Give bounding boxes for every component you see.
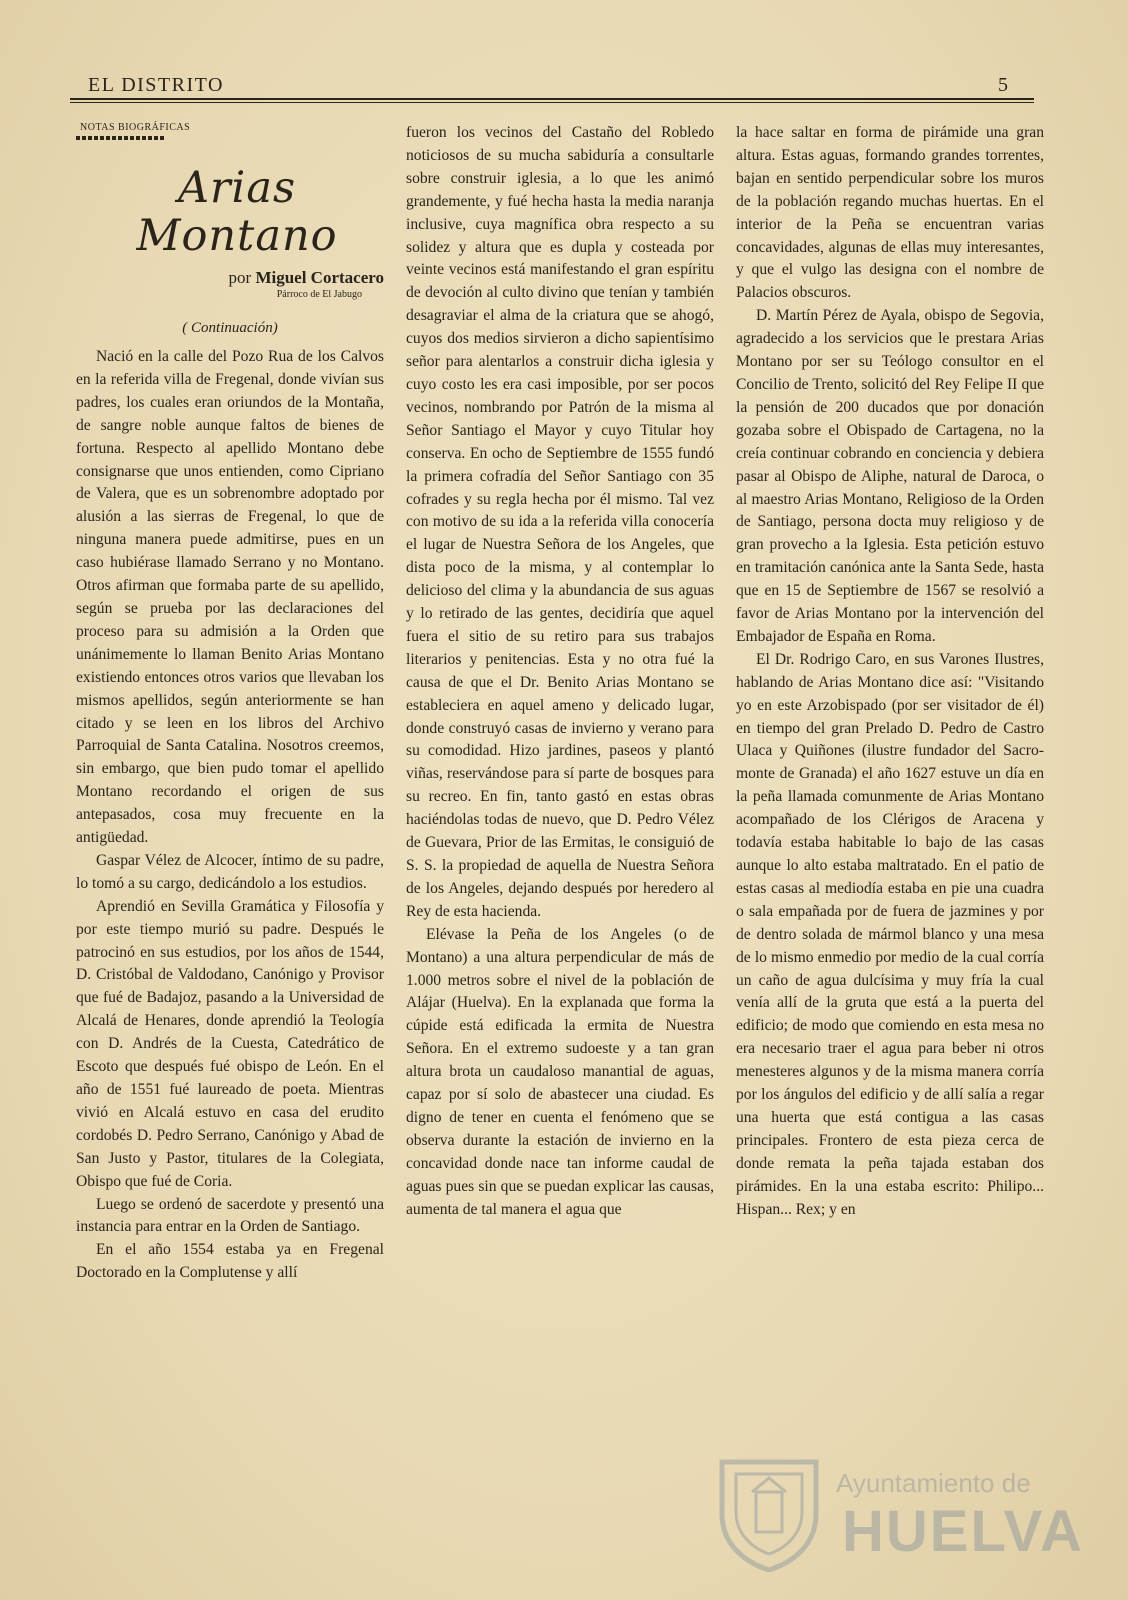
author-role: Párroco de El Jabugo [276,289,362,300]
city-shield-icon [714,1452,824,1572]
column-3 [736,122,1044,1222]
section-dots-divider [76,136,164,140]
newspaper-title: EL DISTRITO [88,74,224,96]
paragraph: la hace saltar en forma de pirámide una gran altura. Estas aguas, formando grandes torrentes, bajan en sentido perpendicular sobre los muros de la población regando muchas huertas. En el interior de la Peña se encuentran varias concavidades, algunas de ellas muy interesantes, y que el vulgo las designa con el nombre de Palacios obscuros. [736,124,1044,302]
watermark-line-2: HUELVA [842,1499,1084,1564]
paragraph: fueron los vecinos del Castaño del Robledo noticiosos de su mucha sabiduría a consultarle sobre construir iglesia, a lo que les animó grandemente, y fué hecha hasta la media naranja inclusive, cuya magnífica obra respecto a su solidez y altura que es dupla y costeada por veinte vecinos está manifestando el gran espíritu de devoción al culto divino que tenían y también desagraviar el alma de la criatura que se ahogó, cuyos dos medios sirvieron a dicho sapientísimo señor para alentarlos a construir dicha iglesia y cuyo costo les era casi imposible, por ser pocos vecinos, nombrando por Patrón de la misma al Señor Santiago el Mayor y cuyo Titular hoy conserva. En ocho de Septiembre de 1555 fundó la primera cofradía del Señor Santiago con 35 cofrades y su regla hecha por él mismo. Tal vez con motivo de su ida a la referida villa conocería el lugar de Nuestra Señora de los Angeles, que dista poco de la misma, y al contemplar lo delicioso del clima y la abundancia de sus aguas y lo retirado de las gentes, decidiría que aquel fuera el sitio de su retiro para sus trabajos literarios y penitencias. Esta y no otra fué la causa de que el Dr. Benito Arias Montano se estableciera en aquel ameno y delicado lugar, donde construyó casas de invierno y verano para su comodidad. Hizo jardines, paseos y plantó viñas, reservándose para sí parte de bosques para su recreo. En fin, tanto gastó en estas obras haciéndolas todas de nuevo, que D. Pedro Vélez de Guevara, Prior de las Ermitas, le consiguió de S. S. la propiedad de aquella de Nuestra Señora de los Angeles, dejando después por heredero al Rey de esta hacienda. [406,124,714,920]
paragraph: Aprendió en Sevilla Gramática y Filosofía y por este tiempo murió su padre. Después le patrocinó en sus estudios, por los años de 1544, D. Cristóbal de Valdodano, Canónigo y Provisor que fué de Badajoz, pasando a la Universidad de Alcalá de Henares, donde aprendió la Teología con D. Andrés de la Cuesta, Catedrático de Escoto que después fué obispo de León. En el año de 1551 fué laureado de poeta. Mientras vivió en Alcalá estuvo en casa del erudito cordobés D. Pedro Serrano, Canónigo y Abad de San Justo y Pastor, titulares de la Colegiata, Obispo que fué de Coria. [76,897,384,1190]
watermark-line-1: Ayuntamiento de [836,1468,1031,1498]
article-title: Arias Montano [136,163,338,261]
page-header [70,74,1030,96]
byline-prefix: por [228,268,252,287]
page-number: 5 [998,74,1008,96]
section-label: NOTAS BIOGRÁFICAS [80,122,191,133]
header-rule-thin [70,102,1034,103]
byline [76,268,384,288]
header-rule-thick [70,98,1034,100]
paragraph: D. Martín Pérez de Ayala, obispo de Segovia, agradecido a los servicios que le prestara Arias Montano por ser su Teólogo consultor en el Concilio de Trento, solicitó del Rey Felipe II que la pensión de 200 ducados que por donación gozaba sobre el Obispado de Cartagena, no la creía continuar cobrando en conciencia y debiera pasar al Obispo de Aliphe, natural de Daroca, o al maestro Arias Montano, Religioso de la Orden de Santiago, persona docta muy religioso y de gran provecho a la Iglesia. Esta petición estuvo en tramitación canónica ante la Santa Sede, hasta que en 15 de Septiembre de 1567 se resolvió a favor de Arias Montano por la intervención del Embajador de España en Roma. [736,307,1044,645]
continuation-note: ( Continuación) [182,320,278,336]
archive-watermark [714,1452,1084,1572]
paragraph: El Dr. Rodrigo Caro, en sus Varones Ilustres, hablando de Arias Montano dice así: "Visitando yo en este Arzobispado (por ser visitador de él) en tiempo del gran Prelado D. Pedro de Castro Ulaca y Quiñones (ilustre fundador del Sacro-monte de Granada) el año 1627 estuve un día en la peña llamada comunmente de Arias Montano acompañado de los Clérigos de Aracena y todavía estaba habitable lo bajo de las casas aunque lo alto estaba maltratado. En el patio de estas casas al mediodía estaba en pie una cuadra o sala empañada por de fuera de jazmines y por de dentro solada de mármol blanco y una mesa de lo mismo enmedio por medio de la cual corría un caño de agua dulcísima y muy fría la cual venía allí de la gruta que está a la puerta del edificio; de modo que comiendo en esta mesa no era necesario traer el agua para beber ni otros menesteres algunos y de la misma manera corría por los ángulos del edificio y de allí salía a regar una huerta que está contigua a las casas principales. Frontero de esta pieza cerca de donde remata la peña tajada estaban dos pirámides. En la una estaba escrito: Philipo... Hispan... Rex; y en [736,650,1044,1218]
paragraph: Luego se ordenó de sacerdote y presentó una instancia para entrar en la Orden de Santiago. [76,1195,384,1236]
column-2 [406,122,714,1222]
paragraph: En el año 1554 estaba ya en Fregenal Doctorado en la Complutense y allí [76,1241,384,1282]
paragraph: Elévase la Peña de los Angeles (o de Montano) a una altura perpendicular de más de 1.000 metros sobre el nivel de la población de Alájar (Huelva). En la explanada que forma la cúpide está edificada la ermita de Nuestra Señora. En el extremo sudoeste y a tan gran altura brota un caudaloso manantial de aguas, capaz por sí solo de abastecer una ciudad. Es digno de tener en cuenta el fenómeno que se observa durante la estación de invierno en la concavidad donde nace tan informe caudal de aguas pues sin que se puedan explicar las causas, aumenta de tal manera el agua que [406,925,714,1218]
paragraph: Nació en la calle del Pozo Rua de los Calvos en la referida villa de Fregenal, donde vivían sus padres, los cuales eran oriundos de la Montaña, de sangre noble aunque faltos de bienes de fortuna. Respecto al apellido Montano debe consignarse que unos entienden, como Cipriano de Valera, que es un sobrenombre adoptado por alusión a las sierras de Fregenal, lo que de ninguna manera puede admitirse, pues en un caso hubiérase llamado Serrano y no Montano. Otros afirman que formaba parte de su apellido, según se prueba por las declaraciones del proceso para su admisión a la Orden que unánimemente lo llaman Benito Arias Montano existiendo entonces otros varios que llevaban los mismos apellidos, según anteriormente se han citado y se leen en los libros del Archivo Parroquial de Santa Catalina. Nosotros creemos, sin embargo, que bien pudo tomar el apellido Montano recordando el origen de sus antepasados, cosa muy frecuente en la antigüedad. [76,348,384,847]
paragraph: Gaspar Vélez de Alcocer, íntimo de su padre, lo tomó a su cargo, dedicándolo a los estudios. [76,851,384,892]
author-name: Miguel Cortacero [255,268,384,287]
column-1 [76,122,384,1285]
